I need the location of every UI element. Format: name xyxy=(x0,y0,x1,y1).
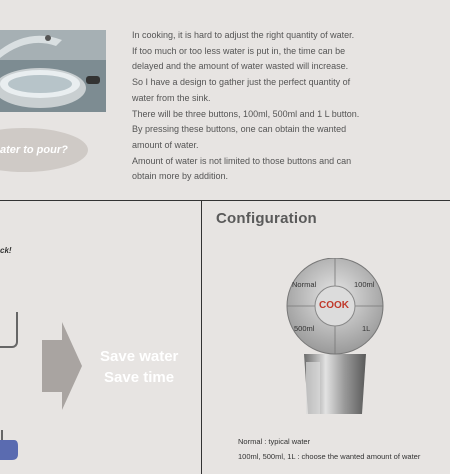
description-line: So I have a design to gather just the perfect quantity of xyxy=(132,77,351,88)
description-line: obtain more by addition. xyxy=(132,171,229,182)
save-time-text: Save time xyxy=(104,369,175,386)
arrow-right-icon xyxy=(42,322,202,410)
legend-normal: Normal : typical water xyxy=(238,437,311,446)
legend-amounts: 100ml, 500ml, 1L : choose the wanted amount of water xyxy=(238,452,421,461)
left-panel-note: ck! xyxy=(0,246,12,255)
description-line: There will be three buttons, 100ml, 500ml and 1 L button. xyxy=(132,108,360,119)
cook-button[interactable]: COOK xyxy=(319,300,349,311)
empty-glass-icon xyxy=(0,312,18,348)
cooking-pot-photo xyxy=(0,30,106,112)
faucet-device xyxy=(282,258,388,418)
filled-glass-icon xyxy=(0,430,18,460)
description-line: delayed and the amount of water wasted will increase. xyxy=(132,61,349,72)
dial-1l-label[interactable]: 1L xyxy=(362,324,371,333)
description-line: If too much or too less water is put in, the time can be xyxy=(132,45,346,56)
description-line: amount of water. xyxy=(132,139,199,150)
save-water-text: Save water xyxy=(100,348,179,365)
dial-500ml-label[interactable]: 500ml xyxy=(294,324,315,333)
description-line: Amount of water is not limited to those buttons and can xyxy=(132,155,352,166)
description-line: By pressing these buttons, one can obtain the wanted xyxy=(132,124,347,135)
configuration-title: Configuration xyxy=(216,210,317,227)
description-line: water from the sink. xyxy=(132,92,211,103)
section-divider-horizontal xyxy=(0,200,450,201)
description-text xyxy=(132,28,382,185)
description-line: In cooking, it is hard to adjust the right quantity of water. xyxy=(132,30,355,40)
dial-normal-label[interactable]: Normal xyxy=(292,280,317,289)
bubble-question-text: ater to pour? xyxy=(0,144,68,156)
dial-100ml-label[interactable]: 100ml xyxy=(354,280,375,289)
